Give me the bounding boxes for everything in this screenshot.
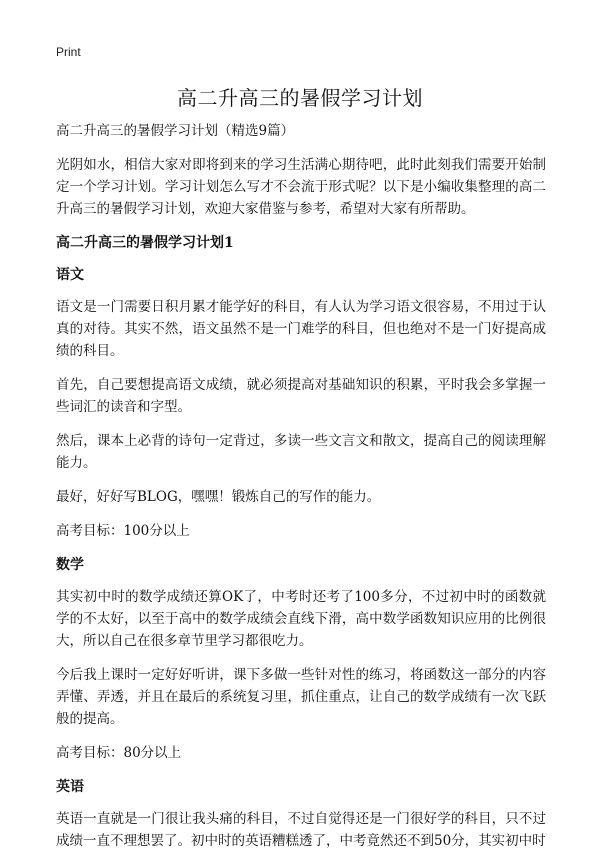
english-paragraph-1: 英语一直就是一门很让我头痛的科目，不过自觉得还是一门很好学的科目，只不过成绩一直不理想罢了。初中时的英语糟糕透了，中考竟然还不到50分，其实初中时 — [56, 811, 546, 849]
chinese-paragraph-4: 最好，好好写BLOG，嘿嘿！锻炼自己的写作的能力。 — [56, 489, 381, 505]
print-link[interactable]: Print — [56, 45, 81, 59]
math-goal: 高考目标：80分以上 — [56, 745, 182, 761]
intro-paragraph: 光阴如水，相信大家对即将到来的学习生活满心期待吧，此时此刻我们需要开始制定一个学习计划。学习计划怎么写才不会流于形式呢？以下是小编收集整理的高二升高三的暑假学习计划，欢迎大家借鉴与参考，希望对大家有所帮助。 — [56, 157, 546, 217]
math-paragraph-2: 今后我上课时一定好好听讲，课下多做一些针对性的练习，将函数这一部分的内容弄懂、弄透，并且在最后的系统复习里，抓住重点，让自己的数学成绩有一次飞跃般的提高。 — [56, 667, 546, 727]
chinese-paragraph-3: 然后，课本上必背的诗句一定背过，多读一些文言文和散文，提高自己的阅读理解能力。 — [56, 433, 546, 471]
section-title: 高二升高三的暑假学习计划1 — [56, 235, 234, 251]
page-title: 高二升高三的暑假学习计划 — [177, 86, 423, 110]
chinese-paragraph-1: 语文是一门需要日积月累才能学好的科目，有人认为学习语文很容易，不用过于认真的对待。其实不然，语文虽然不是一门难学的科目，但也绝对不是一门好提高成绩的科目。 — [56, 299, 546, 359]
chinese-goal: 高考目标：100分以上 — [56, 523, 190, 539]
document-subtitle: 高二升高三的暑假学习计划（精选9篇） — [56, 123, 295, 139]
document-body — [56, 120, 546, 864]
chinese-heading: 语文 — [56, 267, 84, 283]
chinese-paragraph-2: 首先，自己要想提高语文成绩，就必须提高对基础知识的积累，平时我会多掌握一些词汇的读音和字型。 — [56, 377, 546, 415]
math-paragraph-1: 其实初中时的数学成绩还算OK了，中考时还考了100多分，不过初中时的函数就学的不太好，以至于高中的数学成绩会直线下滑，高中数学函数知识应用的比例很大，所以自己在很多章节里学习都很吃力。 — [56, 589, 546, 649]
english-heading: 英语 — [56, 779, 84, 795]
math-heading: 数学 — [56, 557, 84, 573]
